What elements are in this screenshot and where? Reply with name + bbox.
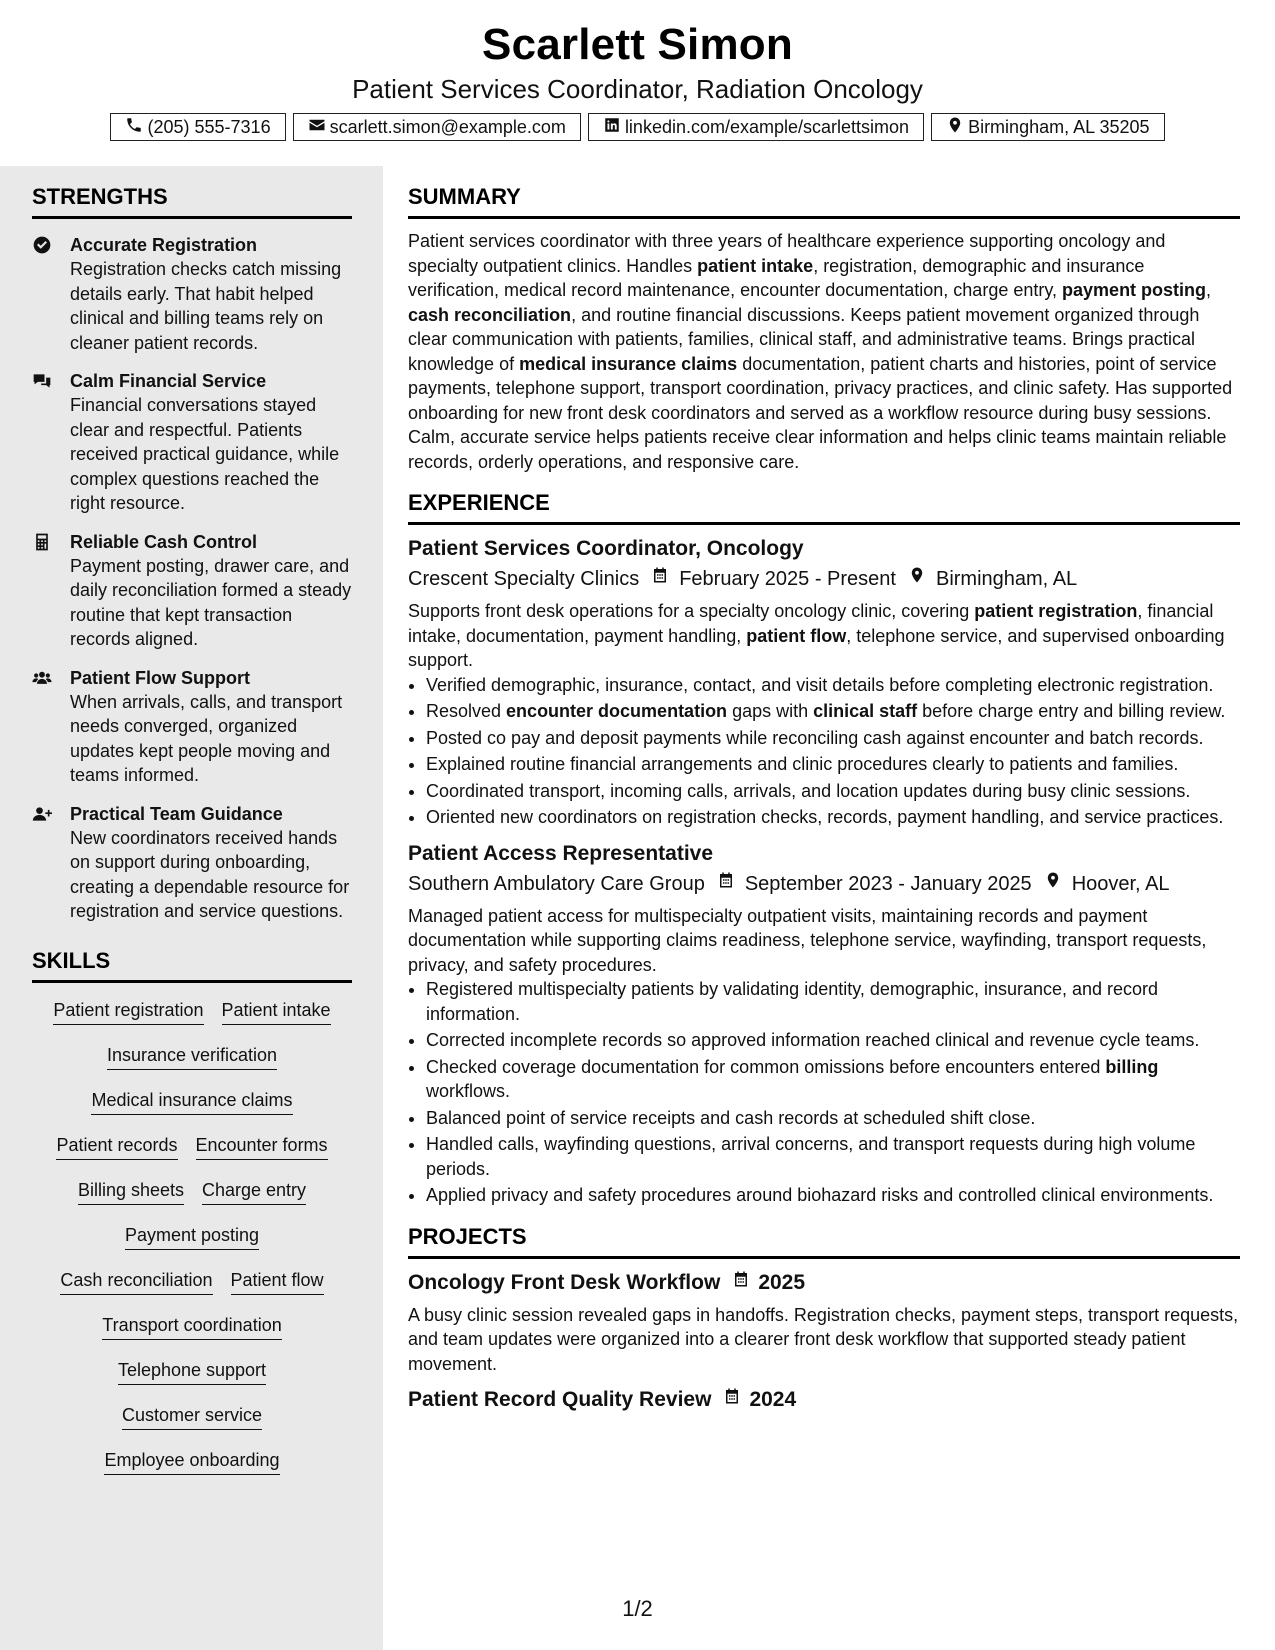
page-number: 1/2 [622,1596,653,1621]
linkedin-icon [603,116,621,139]
company-name: Southern Ambulatory Care Group [408,872,705,895]
calendar-icon [720,1269,758,1297]
skill-tag: Cash reconciliation [60,1269,212,1295]
contact-phone [110,113,285,141]
contact-bar [0,113,1275,141]
skills-heading: SKILLS [32,948,352,983]
job-bullets [408,977,1240,1208]
list-item: • Resolved encounter documentation gaps with clinical staff before charge entry and billing review. [426,699,1240,724]
strength-desc: Payment posting, drawer care, and daily reconciliation formed a steady routine that kept transaction records aligned. [70,555,352,649]
skill-tag: Employee onboarding [104,1449,279,1475]
list-item: • Corrected incomplete records so approved information reached clinical and revenue cycle teams. [426,1028,1240,1053]
strength-title: Patient Flow Support [70,667,250,688]
list-item: • Coordinated transport, incoming calls, arrivals, and location updates during busy clinic sessions. [426,779,1240,804]
candidate-name: Scarlett Simon [482,20,793,69]
email-text: scarlett.simon@example.com [329,116,566,137]
main-content [408,166,1240,1414]
summary-text: Patient services coordinator with three years of healthcare experience supporting oncology and specialty outpatient clinics. Handles patient intake, registration, demographic and insurance verification, medical record maintenance, encounter documentation, charge entry, payment posting, cash reconciliation, and routine financial discussions. Keeps patient movement organized through clear communication with patients, families, clinical staff, and administrative teams. Brings practical knowledge of medical insurance claims documentation, patient charts and histories, point of service payments, telephone support, transport coordination, privacy practices, and clinic safety. Has supported onboarding for new front desk coordinators and served as a workflow resource during busy sessions. Calm, accurate service helps patients receive clear information and helps clinic teams maintain reliable records, orderly operations, and responsive care. [408,231,1233,472]
candidate-title: Patient Services Coordinator, Radiation Oncology [352,74,923,104]
list-item: • Registered multispecialty patients by validating identity, demographic, insurance, and record information. [426,977,1240,1026]
skill-tag: Telephone support [118,1359,266,1385]
skill-tag: Billing sheets [78,1179,184,1205]
strength-desc: Financial conversations stayed clear and respectful. Patients received practical guidance, while complex questions reached the right resource. [70,395,340,513]
job-bullets [408,673,1240,830]
calendar-icon [705,870,745,898]
resume-header [0,0,1275,166]
project-year: 2025 [758,1270,806,1294]
list-item: • Posted co pay and deposit payments while reconciling cash against encounter and batch records. [426,726,1240,751]
job-meta [408,870,1240,898]
calendar-icon [711,1386,749,1414]
projects-heading: PROJECTS [408,1224,1240,1259]
location-text: Birmingham, AL 35205 [968,116,1150,137]
job-location: Hoover, AL [1071,872,1170,895]
skill-tag: Payment posting [125,1224,259,1250]
skills-list [32,999,352,1494]
skill-tag: Patient records [56,1134,177,1160]
job-title: Patient Services Coordinator, Oncology [408,537,804,560]
skill-tag: Transport coordination [102,1314,281,1340]
strength-item [32,530,352,652]
phone-icon [125,116,143,139]
project-description: A busy clinic session revealed gaps in handoffs. Registration checks, payment steps, transport requests, and team updates were organized into a clearer front desk workflow that supported steady patient movement. [408,1304,1239,1374]
map-marker-icon [896,565,936,593]
contact-email[interactable] [293,113,581,141]
skill-tag: Medical insurance claims [91,1089,292,1115]
list-item: • Verified demographic, insurance, contact, and visit details before completing electronic registration. [426,673,1240,698]
linkedin-text: linkedin.com/example/scarlettsimon [624,116,910,137]
strength-desc: New coordinators received hands on support during onboarding, creating a dependable resource for registration and service questions. [70,827,350,921]
project-entry [408,1269,1240,1377]
job-description: Supports front desk operations for a specialty oncology clinic, covering patient registration, financial intake, documentation, payment handling, patient flow, telephone service, and supervised onboarding support. [408,601,1225,670]
list-item: • Explained routine financial arrangements and clinic procedures clearly to patients and families. [426,752,1240,777]
envelope-icon [308,116,326,139]
list-item: • Balanced point of service receipts and cash records at scheduled shift close. [426,1106,1240,1131]
check-circle-icon [32,235,54,255]
calculator-icon [32,532,54,552]
strength-title: Calm Financial Service [70,371,267,391]
skill-tag: Patient flow [231,1269,324,1295]
project-year: 2024 [749,1388,797,1411]
project-title: Patient Record Quality Review 2024 [408,1386,1240,1414]
strength-item [32,666,352,788]
job-location: Birmingham, AL [935,568,1078,590]
job-dates: February 2025 - Present [679,568,896,590]
skill-tag: Insurance verification [107,1044,277,1070]
skill-tag: Patient registration [53,999,203,1025]
strength-title: Reliable Cash Control [70,531,258,552]
calendar-icon [639,565,679,593]
summary-heading: SUMMARY [408,184,1240,219]
job-description: Managed patient access for multispecialty outpatient visits, maintaining records and payment documentation while supporting claims readiness, telephone service, wayfinding, transport requests, privacy, and safety procedures. [408,905,1207,975]
company-name: Crescent Specialty Clinics [408,568,640,590]
list-item: • Handled calls, wayfinding questions, arrival concerns, and transport requests during high volume periods. [426,1132,1240,1181]
experience-heading: EXPERIENCE [408,490,1240,525]
project-title: Oncology Front Desk Workflow 2025 [408,1269,1240,1297]
map-marker-icon [1032,870,1072,898]
strengths-heading: STRENGTHS [32,184,352,219]
sidebar [0,166,383,1650]
project-entry [408,1386,1240,1414]
skill-tag: Encounter forms [196,1134,328,1160]
list-item: • Applied privacy and safety procedures around biohazard risks and controlled clinical environments. [426,1183,1240,1208]
skill-tag: Charge entry [202,1179,306,1205]
job-entry [408,535,1240,830]
list-item: • Checked coverage documentation for common omissions before encounters entered billing workflows. [426,1055,1240,1104]
job-dates: September 2023 - January 2025 [744,872,1032,895]
strength-desc: Registration checks catch missing details early. That habit helped clinical and billing teams rely on cleaner patient records. [70,259,342,353]
strength-title: Practical Team Guidance [70,803,283,824]
list-item: • Oriented new coordinators on registration checks, records, payment handling, and service practices. [426,805,1240,830]
phone-text: (205) 555-7316 [147,116,271,137]
skill-tag: Patient intake [222,999,331,1025]
contact-linkedin[interactable] [588,113,924,141]
user-plus-icon [32,804,54,824]
strength-item [32,802,352,924]
job-title: Patient Access Representative [408,841,714,865]
skill-tag: Customer service [122,1404,262,1430]
strength-desc: When arrivals, calls, and transport needs converged, organized updates kept people moving and teams informed. [70,691,343,785]
strength-title: Accurate Registration [70,235,258,255]
users-icon [32,668,54,688]
job-meta [408,565,1240,593]
map-marker-icon [946,116,964,139]
strength-item [32,369,352,516]
job-entry [408,840,1240,1208]
comments-icon [32,371,54,391]
strength-item [32,233,352,355]
contact-location [931,113,1164,141]
